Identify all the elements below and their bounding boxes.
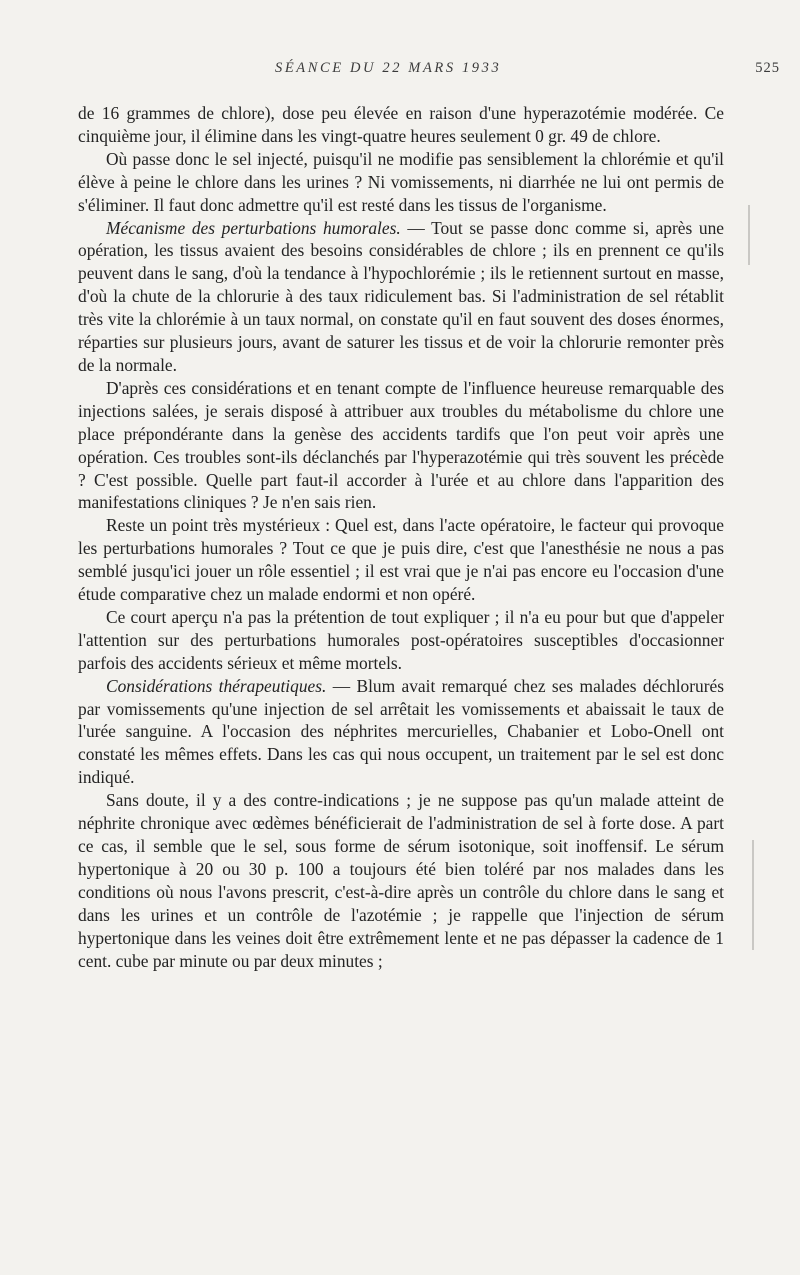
- body-text: [78, 102, 724, 972]
- paragraph-text: — Blum avait remarqué chez ses malades déchlorurés par vomissements qu'une injection de sel arrêtait les vomissements et abaissait le taux de l'urée sanguine. A l'occasion des néphrites mercurielles, Chabanier et Lobo-Onell ont constaté les mêmes effets. Dans les cas qui nous occupent, un traitement par le sel est donc indiqué.: [78, 675, 725, 788]
- paragraph-1: [78, 102, 724, 148]
- paragraph-text: — Tout se passe donc comme si, après une opération, les tissus avaient des besoins considérables de chlore ; ils en prennent ce qu'ils peuvent dans le sang, d'où la tendance à l'hypochlorémie ; ils le retiennent surtout en masse, d'où la chute de la chlorurie à des taux ridiculement bas. Si l'administration de sel rétablit très vite la chlorémie à un taux normal, on constate qu'il en faut souvent des doses énormes, réparties sur plusieurs jours, avant de saturer les tissus et de voir la chlorurie remonter près de la normale.: [78, 217, 724, 375]
- paragraph-7: [78, 675, 724, 790]
- paragraph-text: Ce court aperçu n'a pas la prétention de tout expliquer ; il n'a eu pour but que d'appeler l'attention sur des perturbations humorales post-opératoires susceptibles d'occasionner parfois des accidents sérieux et même mortels.: [78, 606, 724, 673]
- paragraph-2: [78, 148, 724, 217]
- paragraph-6: [78, 606, 724, 675]
- paragraph-4: [78, 377, 724, 514]
- scan-edge-mark: [748, 205, 750, 265]
- paragraph-8: [78, 789, 724, 972]
- section-heading-considerations: Considérations thérapeutiques.: [106, 675, 327, 696]
- section-heading-mecanisme: Mécanisme des perturbations humorales.: [106, 217, 401, 238]
- scan-edge-mark: [752, 840, 754, 950]
- paragraph-3: [78, 217, 724, 377]
- paragraph-text: Où passe donc le sel injecté, puisqu'il ne modifie pas sensiblement la chlorémie et qu'il élève à peine le chlore dans les urines ? Ni vomissements, ni diarrhée ne lui ont permis de s'éliminer. Il faut donc admettre qu'il est resté dans les tissus de l'organisme.: [78, 148, 724, 215]
- paragraph-text: Sans doute, il y a des contre-indications ; je ne suppose pas qu'un malade atteint de néphrite chronique avec œdèmes bénéficierait de l'administration de sel à forte dose. A part ce cas, il semble que le sel, sous forme de sérum isotonique, soit inoffensif. Le sérum hypertonique à 20 ou 30 p. 100 a toujours été bien toléré par nos malades dans les conditions où nous l'avons prescrit, c'est-à-dire après un contrôle du chlore dans le sang et dans les urines et un contrôle de l'azotémie ; je rappelle que l'injection de sérum hypertonique dans les veines doit être extrêmement lente et ne pas dépasser la cadence de 1 cent. cube par minute ou par deux minutes ;: [78, 790, 724, 971]
- page-number: 525: [755, 60, 780, 76]
- running-title: SÉANCE DU 22 MARS 1933: [275, 60, 502, 76]
- paragraph-text: D'après ces considérations et en tenant compte de l'influence heureuse remarquable des injections salées, je serais disposé à attribuer aux troubles du métabolisme du chlore une place prépondérante dans la genèse des accidents tardifs que l'on peut voir après une opération. Ces troubles sont-ils déclanchés par l'hyperazotémie qui très souvent les précède ? C'est possible. Quelle part faut-il accorder à l'urée et au chlore dans l'apparition des manifestations cliniques ? Je n'en sais rien.: [78, 377, 724, 513]
- paragraph-text: Reste un point très mystérieux : Quel est, dans l'acte opératoire, le facteur qui provoque les perturbations humorales ? Tout ce que je puis dire, c'est que l'anesthésie ne nous a pas semblé jusqu'ici jouer un rôle essentiel ; il est vrai que je n'ai pas encore eu l'occasion d'une étude comparative chez un malade endormi et non opéré.: [78, 515, 724, 605]
- page-header: [0, 60, 800, 84]
- paragraph-text: de 16 grammes de chlore), dose peu élevée en raison d'une hyperazotémie modérée. Ce cinquième jour, il élimine dans les vingt-quatre heures seulement 0 gr. 49 de chlore.: [78, 103, 724, 146]
- paragraph-5: [78, 514, 724, 606]
